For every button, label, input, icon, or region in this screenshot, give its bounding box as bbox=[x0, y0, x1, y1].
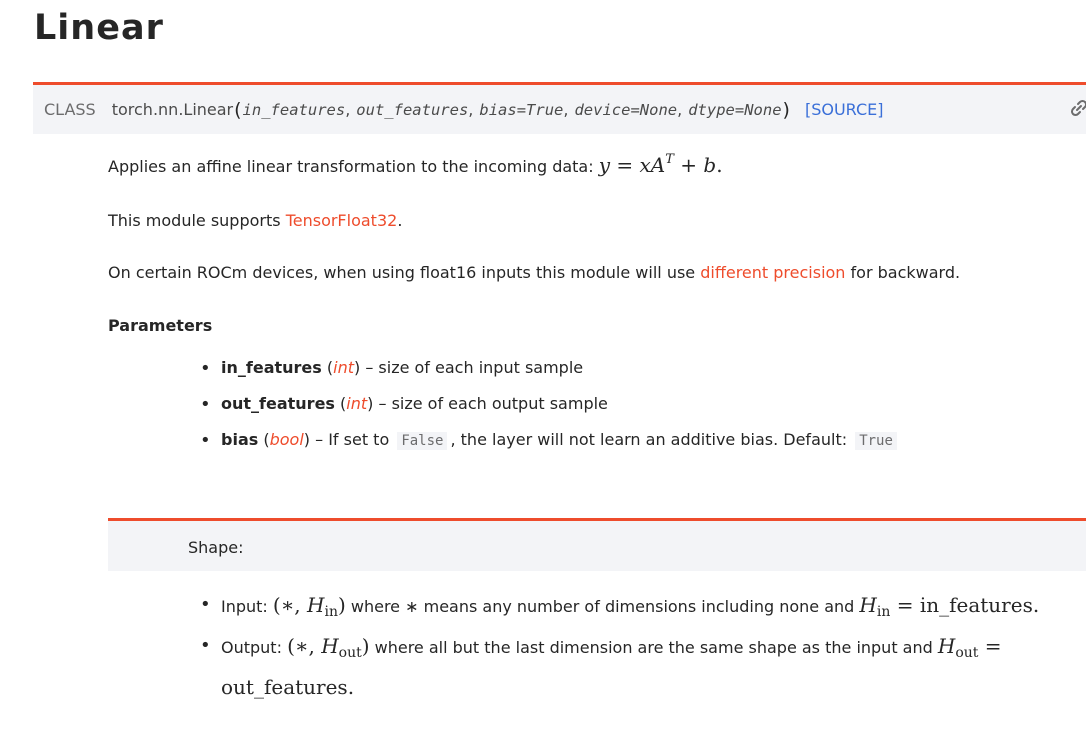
shape-output-text: where all but the last dimension are the same shape as the input and bbox=[369, 638, 938, 657]
sig-param-bias: bias=True bbox=[479, 100, 564, 119]
math-x: x bbox=[639, 153, 651, 177]
shape-section bbox=[108, 518, 1086, 571]
param-desc: – If set to bbox=[310, 430, 395, 449]
math-sub: in bbox=[324, 604, 338, 620]
tensorfloat32-link[interactable]: TensorFloat32 bbox=[285, 211, 398, 230]
tf32-text: This module supports bbox=[108, 211, 286, 230]
shape-input-text: where ∗ means any number of dimensions including none and bbox=[345, 597, 860, 616]
math-open: (∗, bbox=[287, 634, 322, 658]
math-close: ) bbox=[337, 593, 346, 617]
param-name: out_features bbox=[221, 394, 335, 413]
source-link[interactable]: [SOURCE] bbox=[804, 100, 884, 119]
parameters-heading: Parameters bbox=[108, 316, 213, 335]
parameters-list bbox=[200, 358, 900, 466]
param-desc: , the layer will not learn an additive bias. Default: bbox=[450, 430, 853, 449]
shape-input bbox=[200, 588, 1070, 629]
math-sub: out bbox=[338, 645, 362, 661]
math-b: b bbox=[703, 153, 717, 177]
description-text: Applies an affine linear transformation to the incoming data: bbox=[108, 157, 594, 176]
math-eq: = bbox=[616, 153, 634, 177]
sig-param-out-features: out_features bbox=[356, 100, 469, 119]
separator: , bbox=[345, 100, 351, 119]
class-keyword: CLASS bbox=[44, 100, 96, 119]
description-tf32 bbox=[108, 211, 402, 230]
param-name: in_features bbox=[221, 358, 322, 377]
page-title: Linear bbox=[34, 8, 164, 48]
math-H: H bbox=[321, 634, 339, 658]
input-eq-math bbox=[859, 593, 1040, 620]
affine-formula bbox=[599, 153, 723, 177]
separator: , bbox=[468, 100, 474, 119]
param-name: bias bbox=[221, 430, 259, 449]
math-A: A bbox=[650, 153, 666, 177]
code-true: True bbox=[855, 432, 897, 450]
separator: , bbox=[677, 100, 683, 119]
param-item: • in_features (int) – size of each input sample bbox=[200, 358, 900, 394]
chain-link-icon bbox=[1069, 98, 1086, 118]
rocm-text: On certain ROCm devices, when using float16 inputs this module will use bbox=[108, 263, 701, 282]
math-plus: + bbox=[680, 153, 698, 177]
tf32-suffix: . bbox=[397, 211, 403, 230]
param-type-link[interactable]: int bbox=[346, 394, 368, 413]
param-type-link[interactable]: int bbox=[333, 358, 354, 377]
math-sub: in bbox=[876, 604, 891, 620]
sig-param-device: device=None bbox=[574, 100, 678, 119]
description-affine bbox=[108, 152, 723, 177]
sig-param-in-features: in_features bbox=[242, 100, 346, 119]
param-item: • out_features (int) – size of each output sample bbox=[200, 394, 900, 430]
math-H: H bbox=[307, 593, 325, 617]
class-name: torch.nn.Linear bbox=[111, 100, 234, 119]
param-item: • bias (bool) – If set to False , the layer will not learn an additive bias. Default: True bbox=[200, 430, 900, 466]
close-paren: ) bbox=[782, 98, 790, 121]
shape-output bbox=[200, 629, 1070, 706]
output-shape-math bbox=[287, 634, 370, 661]
shape-list bbox=[200, 588, 1070, 706]
param-desc: – size of each output sample bbox=[373, 394, 608, 413]
math-end: . bbox=[716, 153, 723, 177]
math-open: (∗, bbox=[272, 593, 308, 617]
param-desc: – size of each input sample bbox=[360, 358, 584, 377]
separator: , bbox=[563, 100, 569, 119]
shape-label: Shape: bbox=[188, 538, 244, 557]
input-shape-math bbox=[272, 593, 346, 620]
code-false: False bbox=[397, 432, 447, 450]
param-type-link[interactable]: bool bbox=[269, 430, 304, 449]
description-rocm bbox=[108, 263, 960, 282]
shape-output-label: Output: bbox=[221, 638, 288, 657]
math-H: H bbox=[937, 634, 956, 658]
math-rhs: = out_features. bbox=[221, 634, 1002, 699]
class-signature bbox=[33, 82, 1086, 134]
different-precision-link[interactable]: different precision bbox=[700, 263, 846, 282]
math-close: ) bbox=[361, 634, 370, 658]
link-icon[interactable] bbox=[1069, 98, 1086, 123]
open-paren: ( bbox=[234, 98, 242, 121]
math-T: T bbox=[665, 152, 674, 167]
math-sub: out bbox=[955, 645, 979, 661]
math-rhs: = in_features. bbox=[890, 593, 1040, 617]
math-H: H bbox=[859, 593, 877, 617]
sig-param-dtype: dtype=None bbox=[688, 100, 782, 119]
math-y: y bbox=[598, 153, 611, 177]
rocm-suffix: for backward. bbox=[845, 263, 961, 282]
shape-input-label: Input: bbox=[221, 597, 273, 616]
